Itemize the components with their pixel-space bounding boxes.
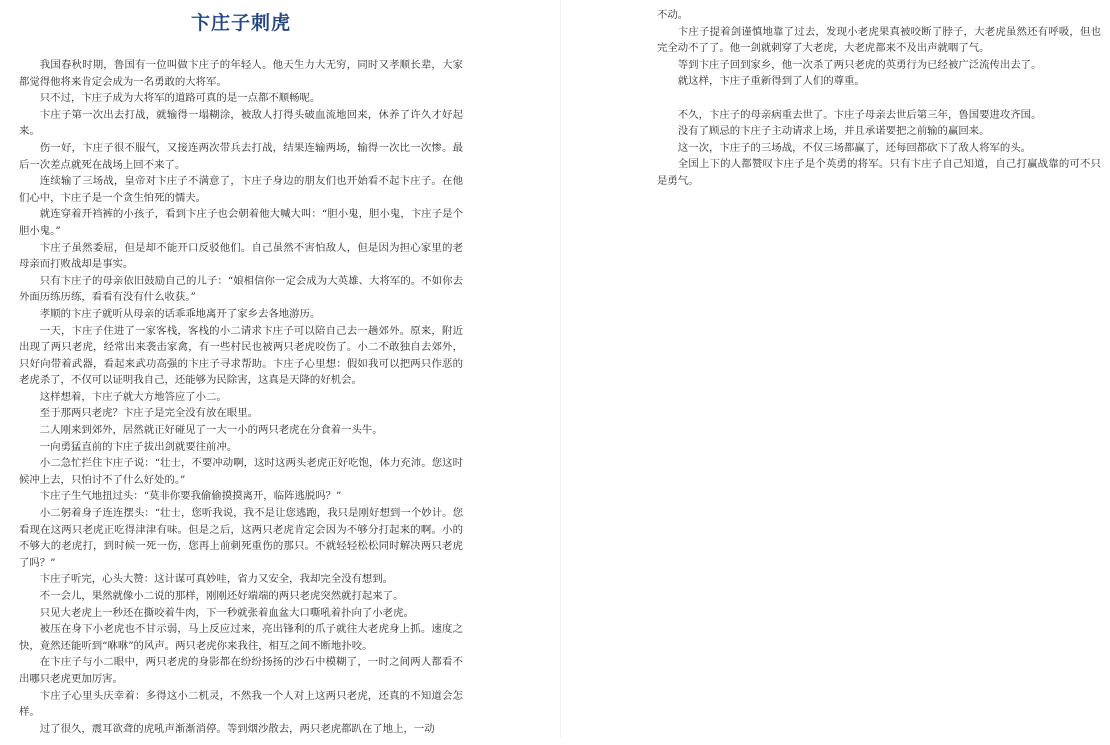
paragraph: 不久，卞庄子的母亲病重去世了。卞庄子母亲去世后第三年，鲁国要进攻齐国。 (677, 108, 1042, 121)
right-page-body (657, 7, 1101, 190)
page-title: 卞庄子刺虎 (190, 12, 291, 34)
paragraph: 孝顺的卞庄子就听从母亲的话乖乖地离开了家乡去各地游历。 (39, 307, 321, 320)
paragraph: 二人刚来到郊外，居然就正好碰见了一大一小的两只老虎在分食着一头牛。 (39, 424, 383, 437)
paragraph: 连续输了三场战，皇帝对卞庄子不满意了，卞庄子身边的朋友们也开始看不起卞庄子。在他们心中，卞庄子是一个贪生怕死的懦夫。 (19, 175, 463, 204)
paragraph: 卞庄子心里头庆幸着：多得这小二机灵，不然我一个人对上这两只老虎，还真的不知道会怎样。 (19, 689, 463, 719)
paragraph: 小二急忙拦住卞庄子说：“壮士，不要冲动啊，这时这两头老虎正好吃饱，体力充沛。您这时候冲上去，只怕讨不了什么好处的。” (19, 457, 463, 486)
paragraph: 被压在身下小老虎也不甘示弱，马上反应过来，亮出锋利的爪子就往大老虎身上抓。速度之快，竟然还能听到“咻咻”的风声。两只老虎你来我往，相互之间不断地扑咬。 (19, 623, 463, 652)
paragraph: 全国上下的人都赞叹卞庄子是个英勇的将军。只有卞庄子自己知道，自己打赢战靠的可不只是勇气。 (657, 158, 1101, 187)
paragraph: 就连穿着开裆裤的小孩子，看到卞庄子也会朝着他大喊大叫：“胆小鬼，胆小鬼，卞庄子是个胆小鬼。” (19, 208, 463, 237)
paragraph: 一向勇猛直前的卞庄子拔出剑就要往前冲。 (39, 440, 238, 453)
paragraph: 过了很久，震耳欲聋的虎吼声渐渐消停。等到烟沙散去，两只老虎都趴在了地上，一动 (39, 722, 435, 735)
paragraph: 只见大老虎上一秒还在撕咬着牛肉，下一秒就张着血盆大口嘶吼着扑向了小老虎。 (39, 606, 414, 619)
paragraph: 这样想着，卞庄子就大方地答应了小二。 (39, 390, 227, 403)
paragraph: 我国春秋时期，鲁国有一位叫做卞庄子的年轻人。他天生力大无穷，同时又孝顺长辈，大家都觉得他将来肯定会成为一名勇敢的大将军。 (19, 59, 463, 88)
paragraph: 不动。 (657, 9, 689, 21)
page-gutter (560, 0, 561, 738)
paragraph: 在卞庄子与小二眼中，两只老虎的身影都在纷纷扬扬的沙石中模糊了，一时之间两人都看不出哪只老虎更加厉害。 (19, 656, 463, 685)
paragraph: 一天，卞庄子住进了一家客栈，客栈的小二请求卞庄子可以陪自己去一趟郊外。原来，附近出现了两只老虎，经常出来袭击家禽，有一些村民也被两只老虎咬伤了。小二不敢独自去郊外，只好向带着武器，看起来武功高强的卞庄子寻求帮助。卞庄子心里想：假如我可以把两只作恶的老虎杀了，不仅可以证明我自己，还能够为民除害，这真是天降的好机会。 (19, 324, 463, 387)
paragraph-break (657, 90, 1101, 107)
paragraph: 卞庄子提着剑谨慎地靠了过去，发现小老虎果真被咬断了脖子，大老虎虽然还有呼吸，但也完全动不了了。他一剑就刺穿了大老虎，大老虎都来不及出声就咽了气。 (657, 25, 1101, 55)
left-page-body (19, 57, 463, 737)
paragraph: 没有了顾忌的卞庄子主动请求上场，并且承诺要把之前输的赢回来。 (677, 125, 990, 138)
paragraph: 至于那两只老虎？卞庄子是完全没有放在眼里。 (39, 407, 258, 420)
paragraph: 只不过，卞庄子成为大将军的道路可真的是一点都不顺畅呢。 (39, 92, 321, 105)
paragraph: 不一会儿，果然就像小二说的那样，刚刚还好端端的两只老虎突然就打起来了。 (39, 590, 404, 602)
paragraph: 小二躬着身子连连摆头：“壮士，您听我说，我不是让您逃跑，我只是刚好想到一个妙计。您看现在这两只老虎正吃得津津有味。但是之后，这两只老虎肯定会因为不够分打起来的啊。小的不够大的老虎打，到时候一死一伤，您再上前刺死重伤的那只。不就轻轻松松同时解决两只老虎了吗？” (19, 507, 463, 569)
paragraph: 只有卞庄子的母亲依旧鼓励自己的儿子：“娘相信你一定会成为大英雄、大将军的。不如你去外面历练历练，看看有没有什么收获。” (19, 274, 463, 304)
paragraph: 这一次，卞庄子的三场战，不仅三场都赢了，还每回都砍下了敌人将军的头。 (677, 141, 1032, 154)
paragraph: 卞庄子听完，心头大赞：这计谋可真妙哇，省力又安全，我却完全没有想到。 (39, 573, 394, 586)
paragraph: 卞庄子生气地扭过头：“莫非你要我偷偷摸摸离开，临阵逃脱吗？” (39, 490, 342, 503)
paragraph: 伤一好，卞庄子很不服气，又接连两次带兵去打战，结果连输两场，输得一次比一次惨。最后一次差点就死在战场上回不来了。 (19, 141, 463, 171)
paragraph: 就这样，卞庄子重新得到了人们的尊重。 (677, 75, 865, 88)
paragraph: 等到卞庄子回到家乡，他一次杀了两只老虎的英勇行为已经被广泛流传出去了。 (677, 58, 1042, 71)
paragraph: 卞庄子虽然委屈，但是却不能开口反驳他们。自己虽然不害怕敌人，但是因为担心家里的老母亲而打败战却是事实。 (19, 241, 463, 271)
right-page (657, 0, 1101, 745)
paragraph: 卞庄子第一次出去打战，就输得一塌糊涂，被敌人打得头破血流地回来，休养了许久才好起来。 (19, 108, 463, 138)
left-page (19, 0, 463, 738)
